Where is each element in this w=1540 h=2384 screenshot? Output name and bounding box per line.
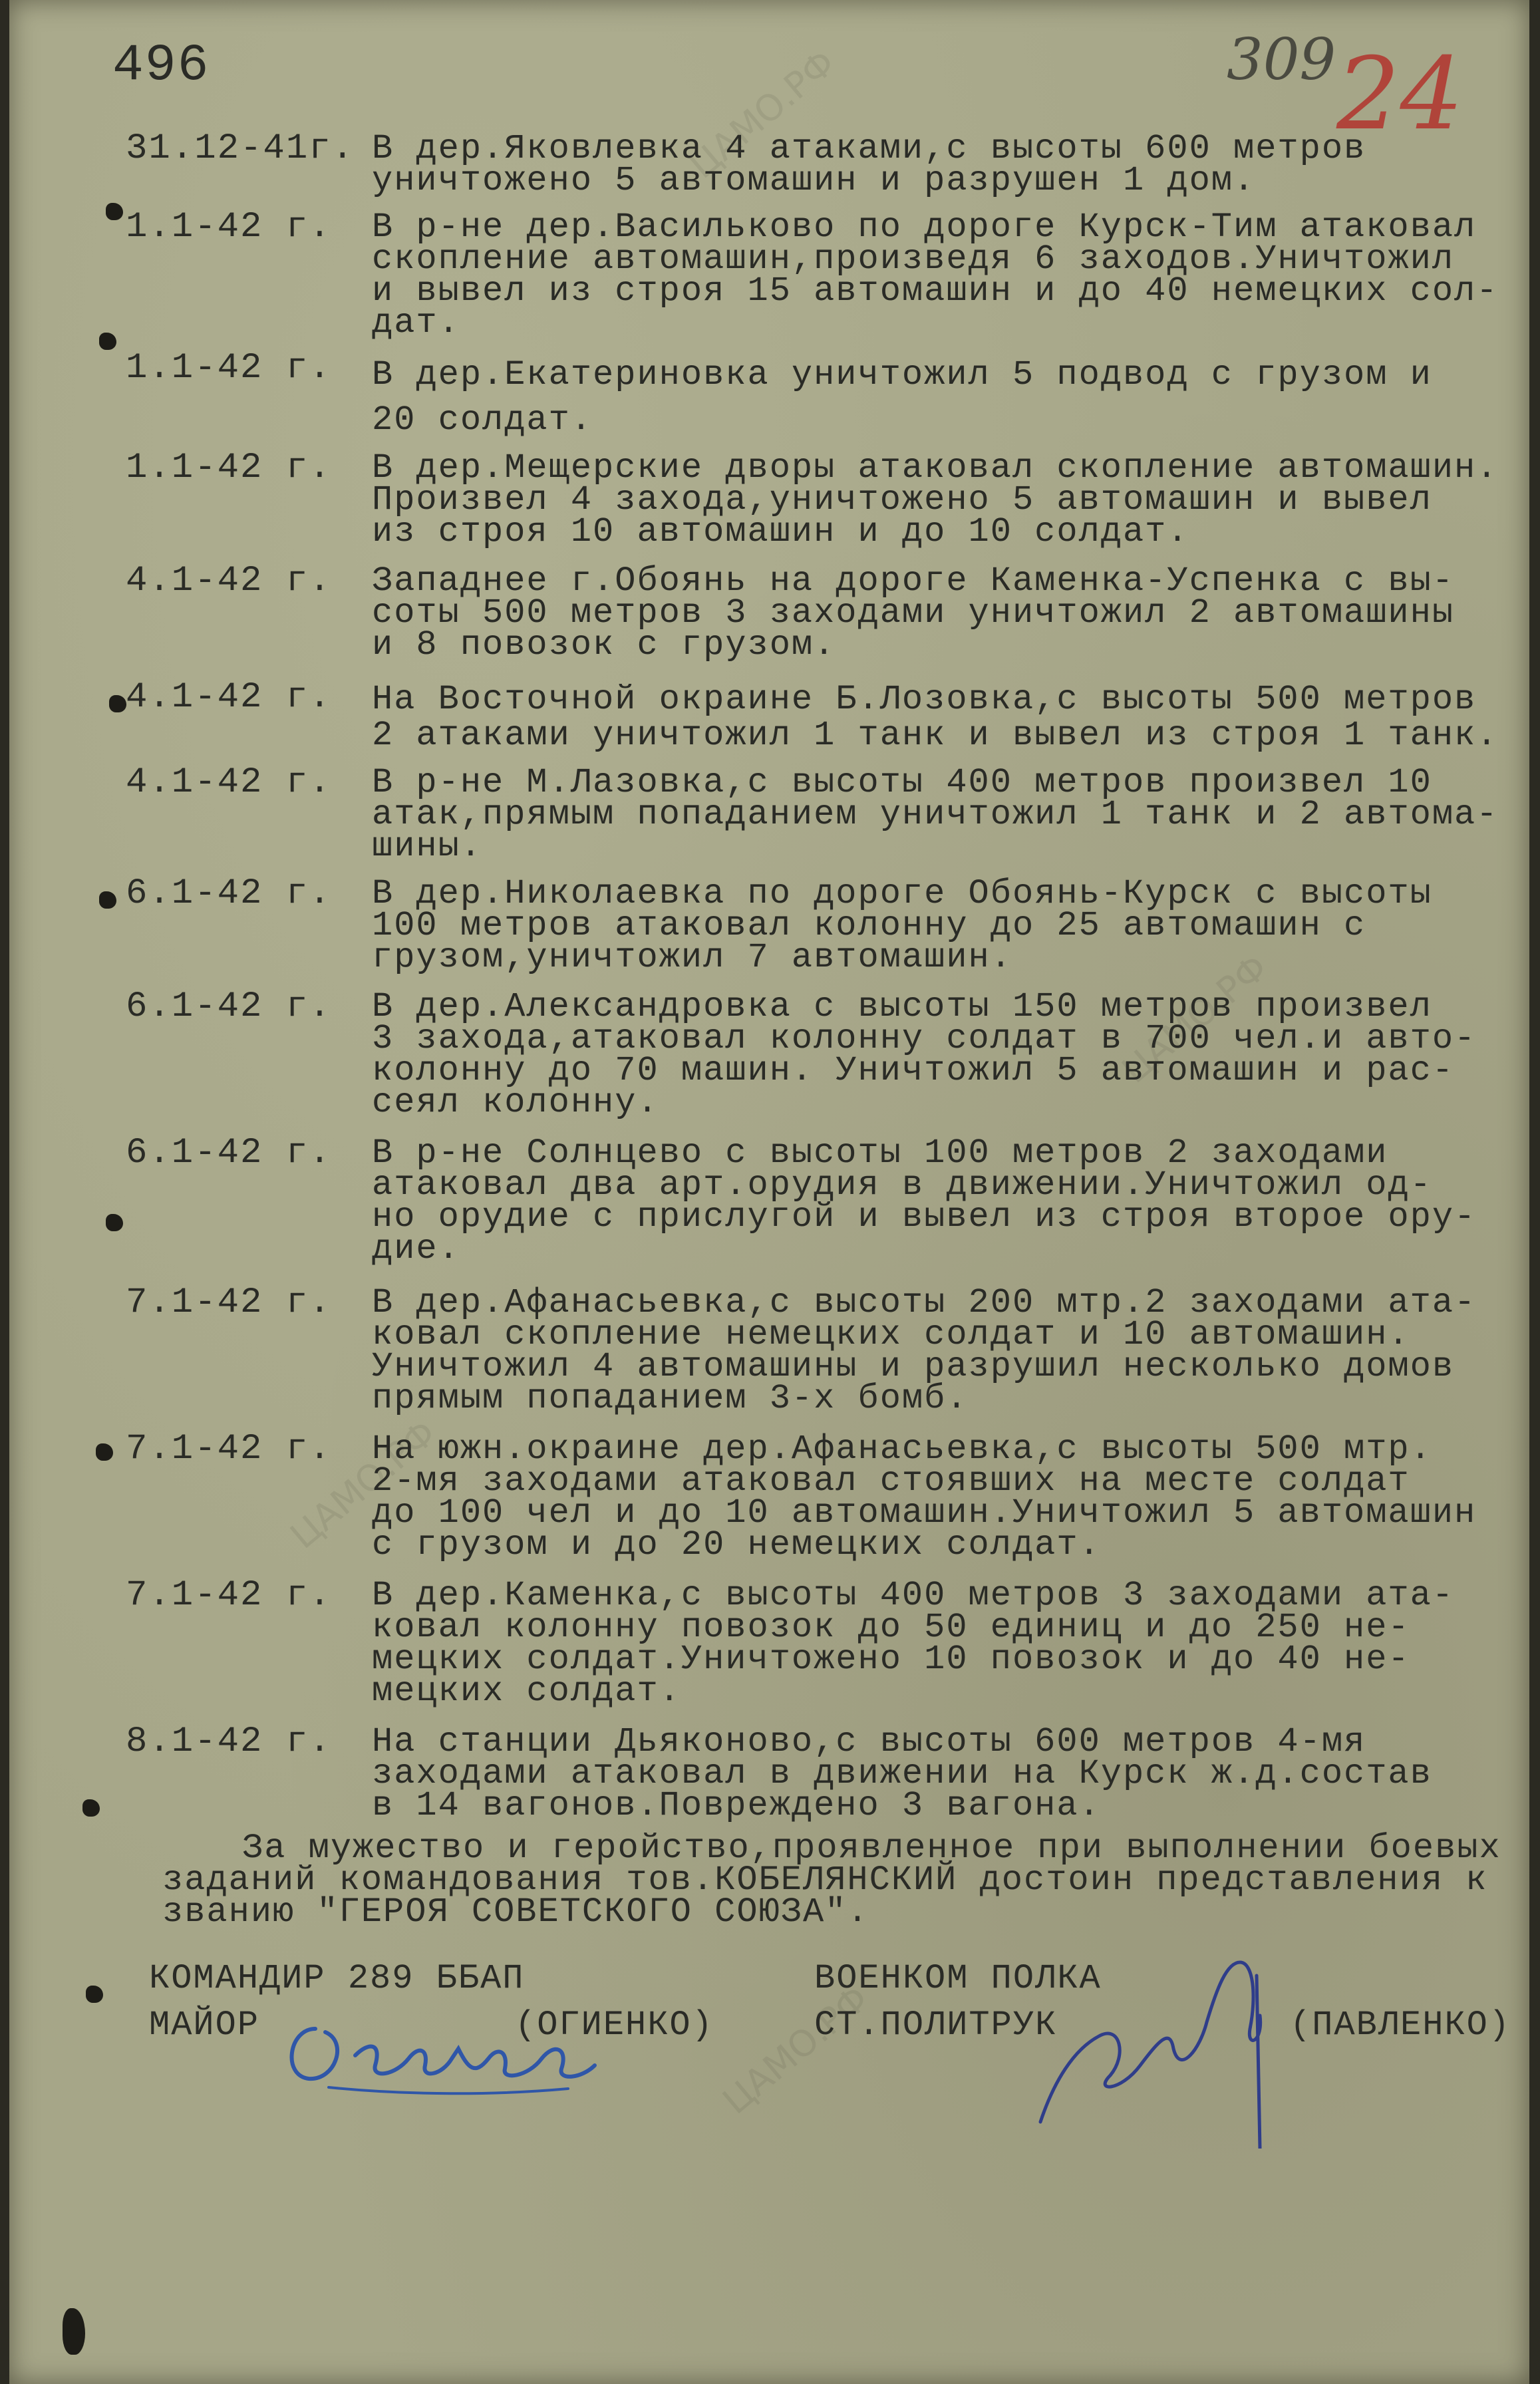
award-recommendation: За мужество и геройство,проявленное при выполнении боевых заданий командования тов.КОБЕЛЯНСКИЙ достоин представления к званию "ГЕРОЯ СОВЕТСКОГО СОЮЗА". <box>162 1829 1501 1932</box>
entry-text: В дер.Александровка с высоты 150 метров произвел 3 захода,атаковал колонну солдат в 700 чел.и авто- колонну до 70 машин. Уничтожил 5 автомашин и рас- сеял колонну. <box>372 987 1477 1122</box>
watermark: ЦАМО.РФ <box>1114 946 1276 1092</box>
archive-number: 309 <box>1227 27 1336 93</box>
entry-date: 6.1-42 г. <box>126 986 332 1027</box>
entry-text: В дер.Мещерские дворы атаковал скопление автомашин. Произвел 4 захода,уничтожено 5 автомашин и вывел из строя 10 автомашин и до 10 солдат. <box>372 448 1499 551</box>
entry-date: 6.1-42 г. <box>126 1133 332 1173</box>
commander-rank: МАЙОР <box>149 2006 260 2045</box>
commissar-signature <box>1027 1949 1293 2149</box>
entry-text: В р-не М.Лазовка,с высоты 400 метров произвел 10 атак,прямым попаданием уничтожил 1 танк и 2 автома- шины. <box>372 763 1499 866</box>
commander-signature <box>275 2002 621 2102</box>
punch-hole <box>99 891 116 909</box>
entry-date: 8.1-42 г. <box>126 1721 332 1762</box>
entry-text: В р-не Солнцево с высоты 100 метров 2 заходами атаковал два арт.орудия в движении.Уничтожил од- но орудие с прислугой и вывел из строя второе ору- дие. <box>372 1133 1477 1268</box>
entry-date: 1.1-42 г. <box>126 207 332 247</box>
red-sheet-number: 24 <box>1336 37 1463 152</box>
commissar-title: ВОЕНКОМ ПОЛКА <box>814 1959 1102 1998</box>
entry-date: 1.1-42 г. <box>126 448 332 488</box>
entry-text: Западнее г.Обоянь на дороге Каменка-Успенка с вы- соты 500 метров 3 заходами уничтожил 2 автомашины и 8 повозок с грузом. <box>372 561 1455 665</box>
entry-text: В дер.Каменка,с высоты 400 метров 3 заходами ата- ковал колонну повозок до 50 единиц и до 250 не- мецких солдат.Уничтожено 10 повозок и до 40 не- мецких солдат. <box>372 1576 1455 1711</box>
punch-hole <box>63 2308 85 2355</box>
entry-text: На южн.окраине дер.Афанасьевка,с высоты 500 мтр. 2-мя заходами атаковал стоявших на месте солдат до 100 чел и до 10 автомашин.Уничтожил 5 автомашин с грузом и до 20 немецких солдат. <box>372 1429 1477 1564</box>
entry-date: 6.1-42 г. <box>126 873 332 914</box>
entry-text: В дер.Афанасьевка,с высоты 200 мтр.2 заходами ата- ковал скопление немецких солдат и 10 автомашин. Уничтожил 4 автомашины и разрушил несколько домов прямым попаданием 3-х бомб. <box>372 1283 1477 1418</box>
document-page <box>9 0 1529 2384</box>
entry-text: В р-не дер.Васильково по дороге Курск-Тим атаковал скопление автомашин,произведя 6 заходов.Уничтожил и вывел из строя 15 автомашин и до 40 немецких сол- дат. <box>372 208 1499 343</box>
punch-hole <box>106 203 123 220</box>
punch-hole <box>86 1986 103 2003</box>
page-number: 496 <box>112 37 210 95</box>
entry-text: На Восточной окраине Б.Лозовка,с высоты 500 метров 2 атаками уничтожил 1 танк и вывел из строя 1 танк. <box>372 680 1499 755</box>
punch-hole <box>99 333 116 350</box>
entry-date: 7.1-42 г. <box>126 1429 332 1469</box>
entry-date: 7.1-42 г. <box>126 1575 332 1616</box>
commander-name: (ОГИЕНКО) <box>515 2006 714 2045</box>
watermark: ЦАМО.РФ <box>714 1977 877 2123</box>
punch-hole <box>106 1214 123 1231</box>
entry-date: 1.1-42 г. <box>126 348 332 388</box>
entry-date: 4.1-42 г. <box>126 677 332 718</box>
entry-text: На станции Дьяконово,с высоты 600 метров 4-мя заходами атаковал в движении на Курск ж.д.состав в 14 вагонов.Повреждено 3 вагона. <box>372 1722 1432 1825</box>
commander-title: КОМАНДИР 289 ББАП <box>149 1959 525 1998</box>
punch-hole <box>96 1443 113 1461</box>
commissar-rank: СТ.ПОЛИТРУК <box>814 2006 1058 2045</box>
entry-text: В дер.Екатериновка уничтожил 5 подвод с грузом и 20 солдат. <box>372 355 1432 440</box>
entry-date: 31.12-41г. <box>126 128 355 169</box>
watermark: ЦАМО.РФ <box>282 1412 444 1557</box>
commissar-name: (ПАВЛЕНКО) <box>1290 2006 1511 2045</box>
entry-date: 4.1-42 г. <box>126 561 332 601</box>
punch-hole <box>82 1799 100 1817</box>
entry-date: 7.1-42 г. <box>126 1282 332 1323</box>
entry-text: В дер.Яковлевка 4 атаками,с высоты 600 метров уничтожено 5 автомашин и разрушен 1 дом. <box>372 129 1366 200</box>
watermark: ЦАМО.РФ <box>681 41 844 187</box>
entry-date: 4.1-42 г. <box>126 762 332 803</box>
punch-hole <box>109 695 126 712</box>
entry-text: В дер.Николаевка по дороге Обоянь-Курск с высоты 100 метров атаковал колонну до 25 автомашин с грузом,уничтожил 7 автомашин. <box>372 874 1432 977</box>
